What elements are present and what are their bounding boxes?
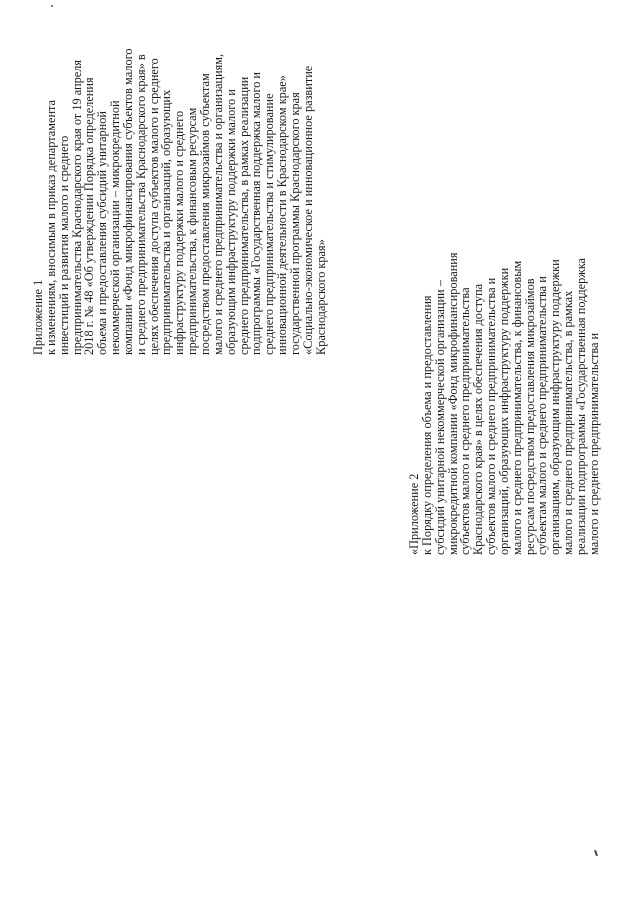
appendix-1-line: малого и среднего предпринимательства и организациям,: [210, 53, 225, 355]
appendix-1-line: «Социально-экономическое и инновационное развитие: [300, 65, 315, 355]
appendix-2-line: малого и среднего предпринимательства, к финансовым: [509, 260, 524, 555]
appendix-1-line: предпринимательства, к финансовым ресурсам: [185, 107, 200, 355]
rotated-content: [30, 20, 600, 890]
appendix-1-line: среднего предпринимательства и стимулирование: [262, 93, 277, 355]
appendix-1-line: среднего предпринимательства, в рамках реализации: [236, 76, 251, 355]
appendix-2-line: субъектов малого и среднего предпринимательства и: [484, 277, 499, 555]
appendix-2-line: Краснодарского края» в целях обеспечения доступа: [471, 283, 486, 555]
appendix-2-line: реализации подпрограммы «Государственная поддержка: [573, 257, 588, 555]
appendix-2-line: малого и среднего предпринимательства, в рамках: [561, 290, 576, 555]
appendix-1-line: предпринимательства Краснодарского края от 19 апреля: [69, 60, 84, 355]
appendix-1-block: [32, 49, 327, 356]
appendix-1-line: инфраструктуру поддержки малого и среднего: [172, 110, 187, 355]
appendix-2-line: к Порядку определения объема и предоставления: [419, 295, 434, 555]
appendix-1-line: подпрограммы «Государственная поддержка малого и: [249, 72, 264, 355]
appendix-2-line: микрокредитной компании «Фонд микрофинансирования: [445, 252, 460, 555]
appendix-1-line: к изменениям, вносимым в приказ департамента: [43, 99, 58, 355]
pen-mark: [594, 850, 598, 856]
appendix-1-line: Краснодарского края»: [313, 239, 328, 355]
appendix-2-line: ресурсам посредством предоставления микрозаймов: [522, 278, 537, 555]
appendix-1-line: инвестиций и развития малого и среднего: [56, 135, 71, 355]
appendix-2-block: [408, 252, 601, 555]
scan-speck: [51, 5, 53, 7]
appendix-1-line: посредством предоставления микрозаймов субъектам: [197, 73, 212, 355]
appendix-1-line: образующим инфраструктуру поддержки малого и: [223, 89, 238, 355]
appendix-1-line: инновационной деятельности в Краснодарском крае»: [275, 75, 290, 355]
appendix-1-line: и среднего предпринимательства Краснодарского края» в: [133, 54, 148, 355]
appendix-1-line: предпринимательства и организаций, образующих: [159, 89, 174, 355]
appendix-1-line: компании «Фонд микрофинансирования субъектов малого: [120, 48, 135, 355]
appendix-1-line: государственной программы Краснодарского края: [287, 92, 302, 355]
appendix-2-line: организаций, образующих инфраструктуру поддержки: [496, 267, 511, 555]
appendix-1-line: некоммерческой организации – микрокредитной: [108, 100, 123, 355]
appendix-2-line: «Приложение 2: [407, 473, 421, 555]
appendix-2-line: субъектам малого и среднего предпринимательства и: [535, 276, 550, 555]
appendix-2-line: субъектов малого и среднего предпринимательства: [458, 287, 473, 555]
appendix-2-line: субсидий унитарной некоммерческой организации –: [432, 280, 447, 555]
appendix-1-line: Приложение 1: [31, 279, 45, 355]
appendix-2-line: организациям, образующим инфраструктуру поддержки: [548, 259, 563, 555]
appendix-1-line: 2018 г. № 48 «Об утверждении Порядка определения: [82, 77, 97, 355]
appendix-1-line: целях обеспечения доступа субъектов малого и среднего: [146, 58, 161, 355]
appendix-1-line: объема и предоставления субсидий унитарной: [95, 111, 110, 355]
appendix-2-line: малого и среднего предпринимательства и: [586, 332, 601, 555]
